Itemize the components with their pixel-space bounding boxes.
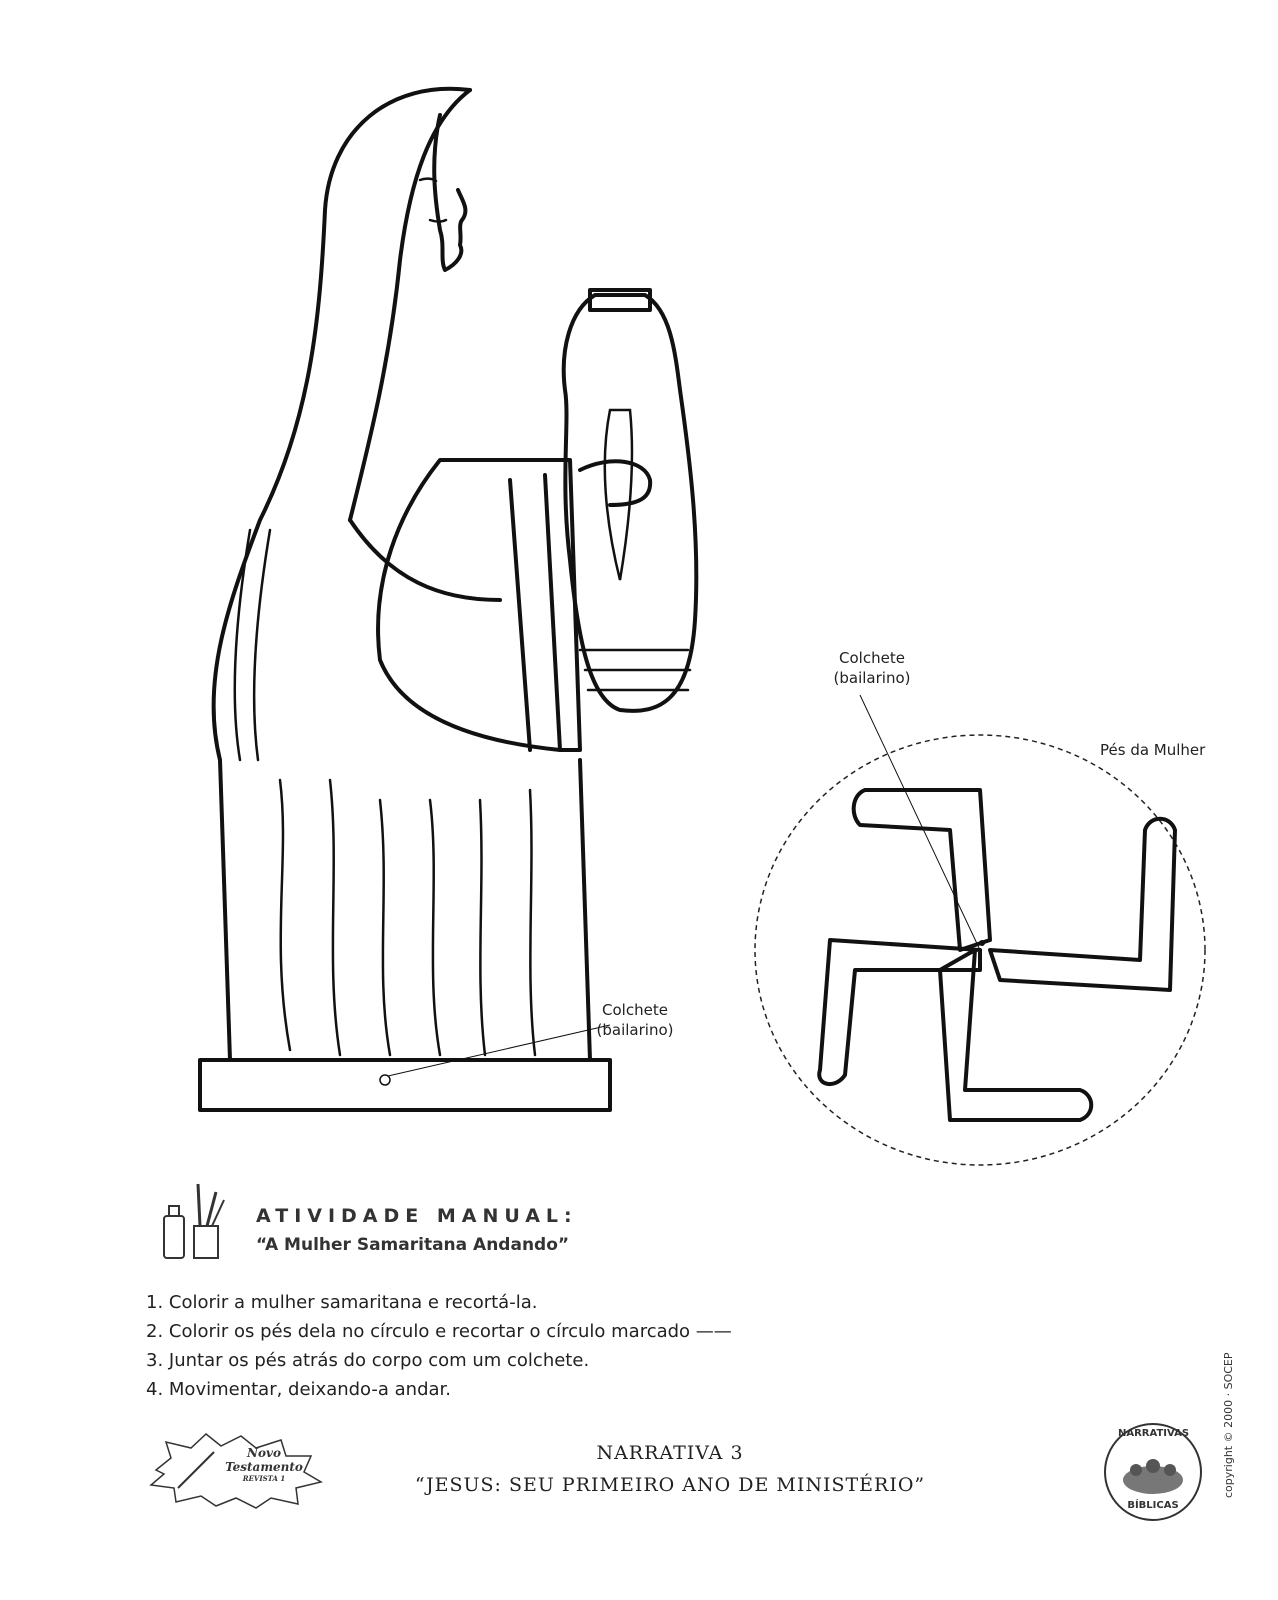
logo-top-text: NARRATIVAS (1118, 1428, 1190, 1439)
colchete-body-label (590, 1000, 680, 1040)
colchete-circle-label-line2: (bailarino) (833, 669, 911, 687)
copyright-text: copyright © 2000 · SOCEP (1222, 1352, 1235, 1498)
samaritan-woman-illustration (140, 60, 700, 1140)
activity-step: 3. Juntar os pés atrás do corpo com um colchete. (146, 1350, 590, 1371)
logo-bottom-text: BÍBLICAS (1127, 1500, 1179, 1511)
narrative-number: NARRATIVA 3 (596, 1442, 744, 1464)
activity-subtitle: “A Mulher Samaritana Andando” (256, 1235, 570, 1255)
colchete-body-label-line1: Colchete (602, 1001, 668, 1019)
badge-line2: Testamento (225, 1460, 303, 1474)
lesson-title: “JESUS: SEU PRIMEIRO ANO DE MINISTÉRIO” (414, 1474, 926, 1496)
activity-step: 1. Colorir a mulher samaritana e recortá-la. (146, 1292, 538, 1313)
colchete-circle-label-line1: Colchete (839, 649, 905, 667)
novo-testamento-badge (214, 1446, 314, 1484)
pes-da-mulher-label: Pés da Mulher (1100, 741, 1206, 759)
activity-title: ATIVIDADE MANUAL: (256, 1205, 578, 1227)
activity-step: 4. Movimentar, deixando-a andar. (146, 1379, 452, 1400)
badge-line1: Novo (247, 1446, 281, 1460)
colchete-body-label-line2: (bailarino) (596, 1021, 674, 1039)
activity-steps-list (146, 1288, 826, 1404)
activity-step: 2. Colorir os pés dela no círculo e recortar o círculo marcado —— (146, 1321, 732, 1342)
colchete-circle-label (822, 648, 922, 688)
feet-circle-illustration (750, 650, 1220, 1180)
craft-supplies-icon (160, 1178, 230, 1260)
badge-line3: REVISTA 1 (242, 1474, 286, 1483)
